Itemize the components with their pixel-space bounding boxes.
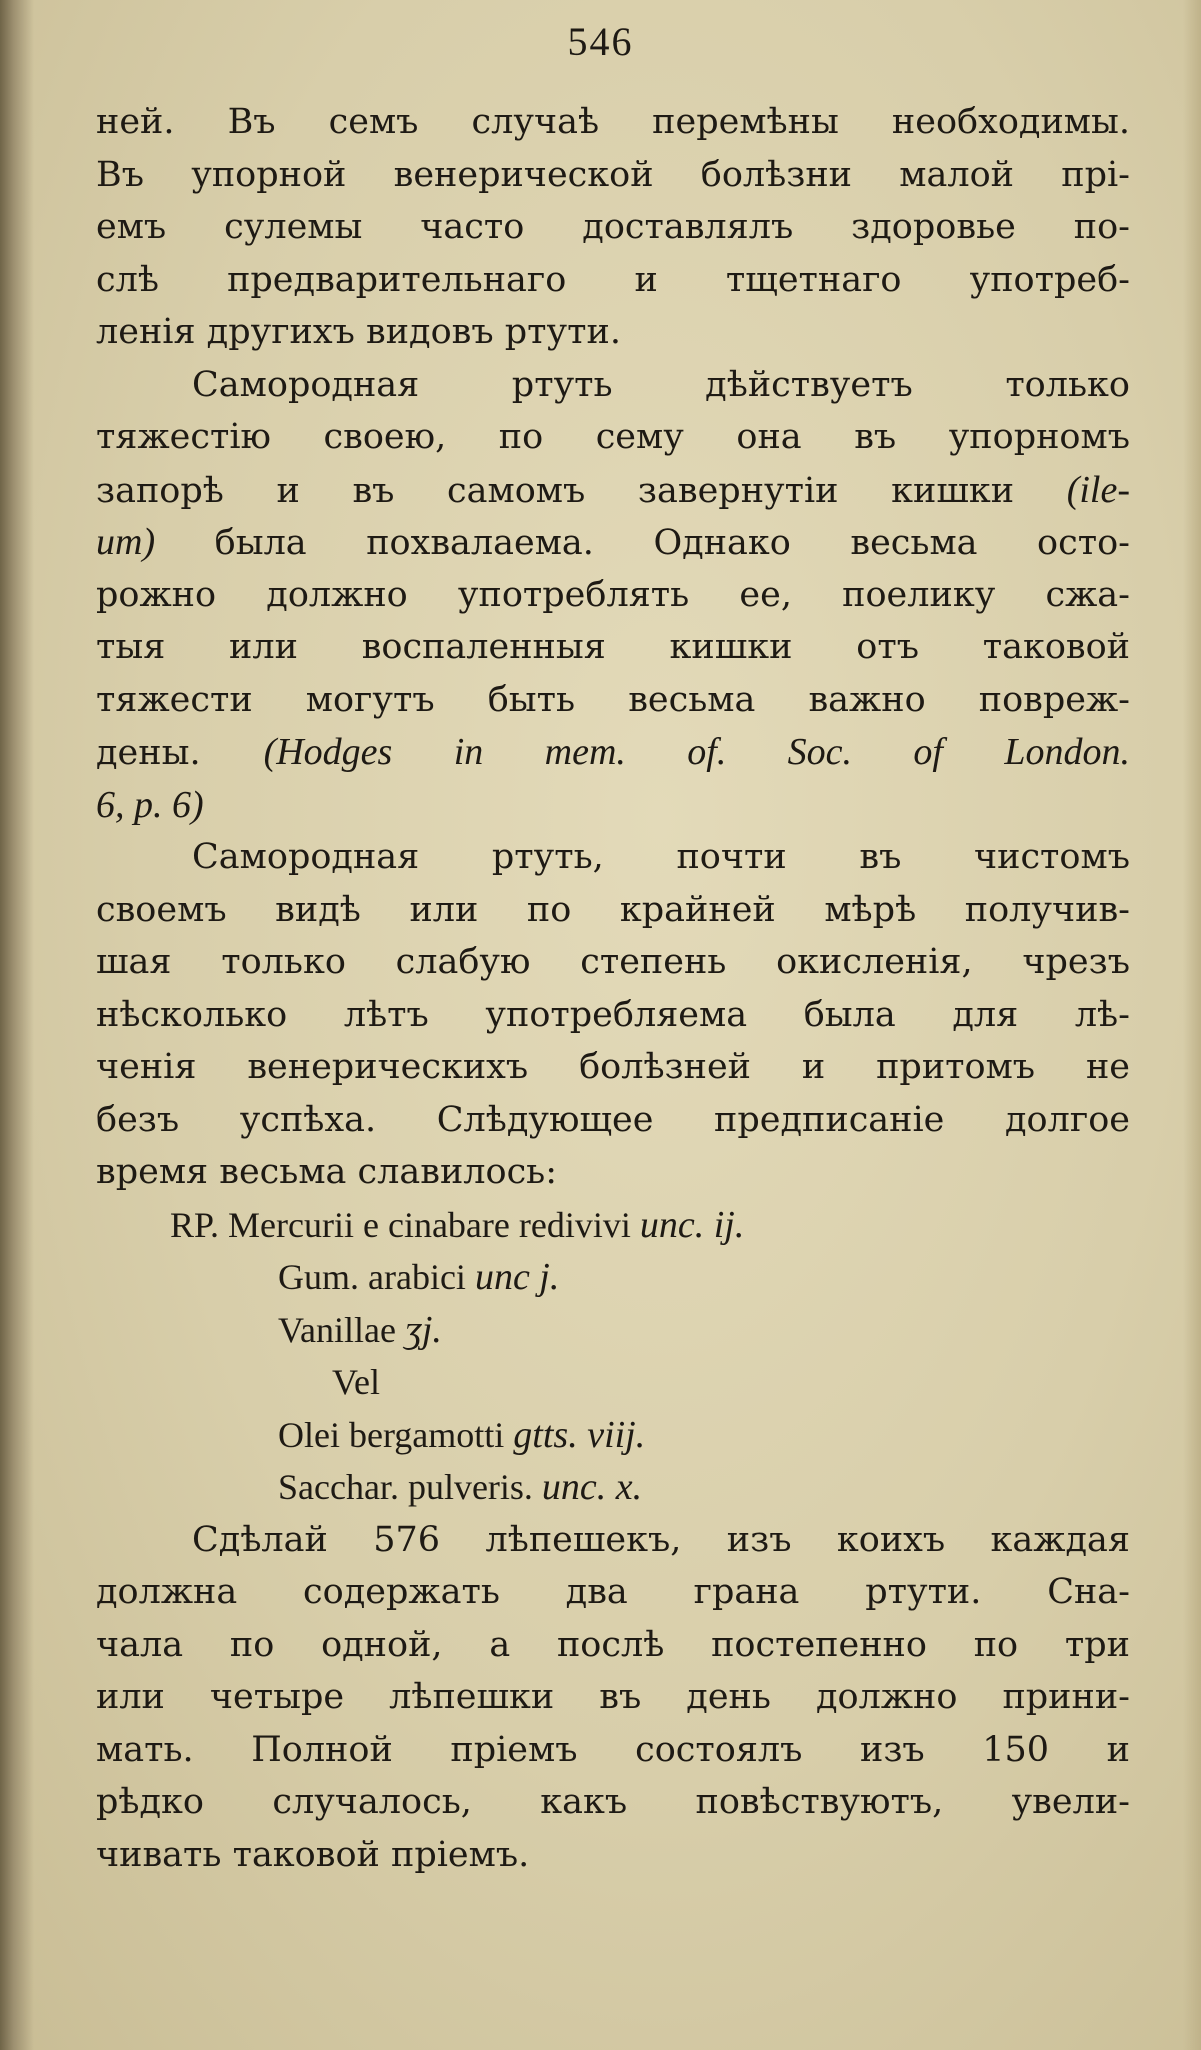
- text-line: [96, 831, 1130, 884]
- line-text: емъ сулемы часто доставлялъ здоровье по-: [96, 207, 1130, 247]
- text-line: [96, 1566, 1130, 1619]
- italic-text: unc j.: [474, 1256, 560, 1298]
- line-text: тяжестію своею, по сему она въ упорномъ: [96, 417, 1130, 457]
- latin-text: Olei bergamotti: [278, 1414, 514, 1455]
- latin-text: Sacchar. pulveris.: [278, 1467, 542, 1507]
- line-text: была похвалаема. Однако весьма осто-: [155, 523, 1130, 563]
- text-line: [96, 254, 1130, 307]
- line-text: или четыре лѣпешки въ день должно прини-: [96, 1677, 1130, 1717]
- line-text: рѣдко случалось, какъ повѣствуютъ, увели-: [96, 1782, 1130, 1822]
- latin-text: Vel: [332, 1362, 380, 1402]
- italic-text: unc. x.: [541, 1466, 643, 1508]
- text-line: [96, 1724, 1130, 1777]
- text-line: [96, 464, 1130, 517]
- text-line: [96, 989, 1130, 1042]
- page-number: 546: [567, 19, 634, 64]
- recipe-line: [96, 1409, 1130, 1462]
- text-line: [96, 201, 1130, 254]
- text-line: [96, 569, 1130, 622]
- recipe-line: [96, 1251, 1130, 1304]
- line-text: дены.: [96, 733, 264, 773]
- text-line: [96, 1829, 1130, 1882]
- body-text: [96, 96, 1130, 1881]
- line-text: должна содержать два грана ртути. Сна-: [96, 1572, 1130, 1612]
- text-line: [96, 1619, 1130, 1672]
- page-edge: [1183, 0, 1201, 2050]
- italic-text: (Hodges in mem. of. Soc. of London.: [263, 731, 1130, 773]
- line-text: Самородная ртуть, почти въ чистомъ: [192, 837, 1130, 877]
- italic-text: ʒj.: [404, 1308, 442, 1351]
- line-text: тяжести могутъ быть весьма важно повреж-: [96, 679, 1130, 720]
- line-text: Въ упорной венерической болѣзни малой прі-: [96, 154, 1130, 195]
- italic-text: um): [96, 521, 156, 563]
- recipe-line: [96, 1304, 1130, 1357]
- line-text: нѣсколько лѣтъ употребляема была для лѣ-: [96, 994, 1130, 1035]
- latin-text: Vanillae: [278, 1309, 405, 1350]
- line-text: чивать таковой пріемъ.: [96, 1834, 530, 1875]
- line-text: ченія венерическихъ болѣзней и притомъ не: [96, 1047, 1130, 1087]
- text-line: [96, 1776, 1130, 1829]
- text-line: [96, 1514, 1130, 1567]
- line-text: ней. Въ семъ случаѣ перемѣны необходимы.: [96, 102, 1130, 142]
- text-line: [96, 1041, 1130, 1094]
- text-line: [96, 621, 1130, 674]
- text-line: [96, 779, 1130, 832]
- line-text: шая только слабую степень окисленія, чрезъ: [96, 942, 1130, 982]
- text-line: [96, 516, 1130, 569]
- text-line: [96, 306, 1130, 359]
- line-text: мать. Полной пріемъ состоялъ изъ 150 и: [96, 1729, 1130, 1770]
- text-line: [96, 726, 1130, 779]
- text-line: [96, 359, 1130, 412]
- line-text: своемъ видѣ или по крайней мѣрѣ получив-: [96, 889, 1130, 930]
- line-text: Самородная ртуть дѣйствуетъ только: [192, 364, 1130, 405]
- text-line: [96, 149, 1130, 202]
- italic-text: gtts. viij.: [513, 1413, 646, 1456]
- line-text: ленія другихъ видовъ ртути.: [96, 312, 621, 352]
- line-text: чала по одной, а послѣ постепенно по три: [96, 1624, 1130, 1665]
- recipe-line: [96, 1199, 1130, 1252]
- line-text: Сдѣлай 576 лѣпешекъ, изъ коихъ каждая: [192, 1519, 1130, 1560]
- latin-text: Gum. arabici: [278, 1257, 475, 1297]
- italic-text: (ile-: [1066, 468, 1130, 511]
- recipe-line: [96, 1356, 1130, 1409]
- italic-text: unc. ij.: [639, 1203, 745, 1246]
- italic-text: 6, p. 6): [96, 783, 204, 826]
- text-line: [96, 1671, 1130, 1724]
- recipe-line: [96, 1461, 1130, 1514]
- line-text: слѣ предварительнаго и тщетнаго употреб-: [96, 259, 1130, 300]
- text-line: [96, 1094, 1130, 1147]
- line-text: рожно должно употреблять ее, поелику сжа-: [96, 574, 1130, 615]
- text-line: [96, 884, 1130, 937]
- line-text: тыя или воспаленныя кишки отъ таковой: [96, 627, 1130, 667]
- text-line: [96, 936, 1130, 989]
- line-text: безъ успѣха. Слѣдующее предписаніе долгое: [96, 1099, 1130, 1140]
- line-text: запорѣ и въ самомъ завернутіи кишки: [96, 470, 1067, 511]
- text-line: [96, 411, 1130, 464]
- text-line: [96, 1146, 1130, 1199]
- text-line: [96, 674, 1130, 727]
- latin-text: RP. Mercurii e cinabare redivivi: [170, 1204, 640, 1245]
- page-spine-shadow: [0, 0, 34, 2050]
- text-line: [96, 96, 1130, 149]
- line-text: время весьма славилось:: [96, 1152, 558, 1192]
